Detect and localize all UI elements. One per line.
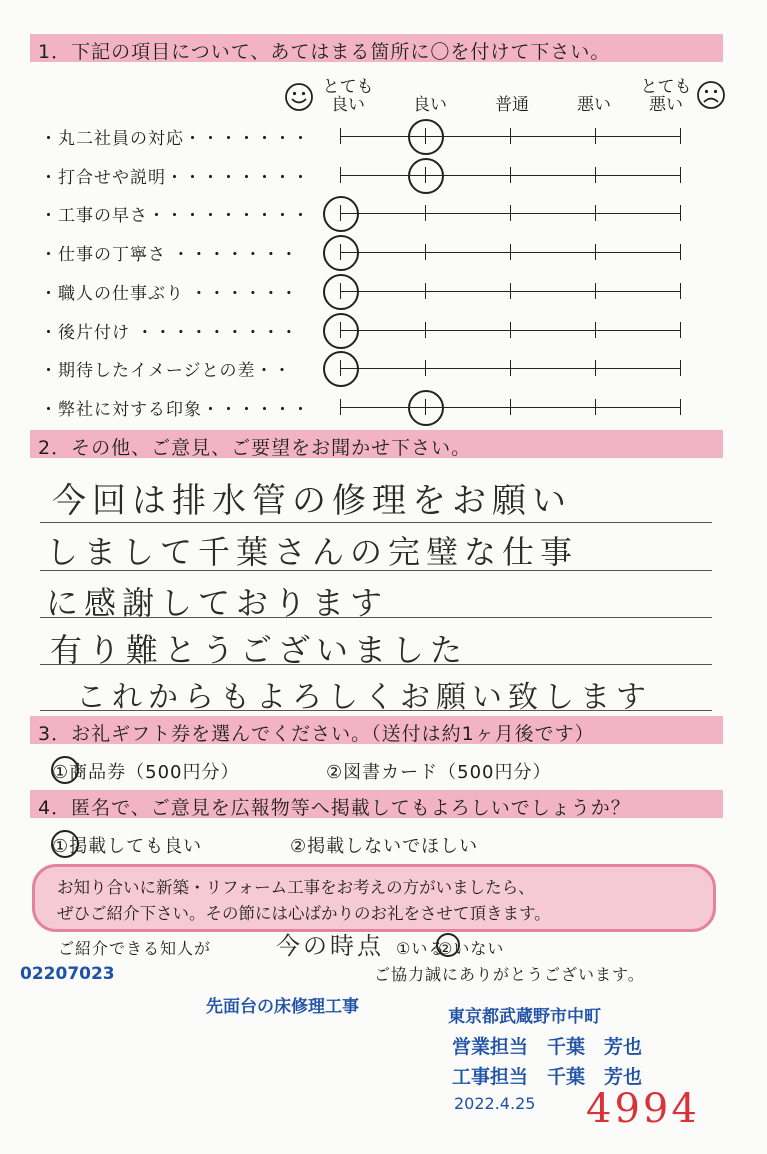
rating-tick[interactable]: [680, 283, 681, 299]
rating-selection-circle: [408, 119, 444, 155]
rating-tick[interactable]: [595, 360, 596, 376]
section3-header: [30, 716, 723, 744]
handwritten-number: 4994: [586, 1086, 700, 1132]
construction-rep: 工事担当 千葉 芳也: [452, 1066, 643, 1088]
rating-item-label: ・打合せや説明・・・・・・・・: [40, 167, 310, 188]
rating-tick[interactable]: [425, 322, 426, 338]
ruled-line: [40, 522, 712, 523]
rating-scale: [340, 213, 680, 214]
rating-scale: [340, 368, 680, 369]
referral-option-2[interactable]: ②いない: [438, 939, 505, 958]
section2-title: 2．その他、ご意見、ご要望をお聞かせ下さい。: [38, 437, 472, 459]
rating-selection-circle: [408, 390, 444, 426]
rating-scale: [340, 136, 680, 137]
rating-tick[interactable]: [510, 399, 511, 415]
rating-tick[interactable]: [510, 205, 511, 221]
address: 東京都武蔵野市中町: [448, 1007, 601, 1027]
rating-selection-circle: [323, 196, 359, 232]
rating-item-label: ・丸二社員の対応・・・・・・・: [40, 129, 310, 149]
rating-label-average: 普通: [495, 95, 529, 115]
handwritten-referral-answer: 今の時点: [276, 932, 384, 960]
rating-label-very-good: とても 良い: [322, 77, 374, 115]
referral-text-line2: ぜひご紹介下さい。その節には心ばかりのお礼をさせて頂きます。: [57, 904, 551, 923]
rating-tick[interactable]: [510, 322, 511, 338]
publish-option-2[interactable]: ②掲載しないでほしい: [290, 836, 479, 857]
date: 2022.4.25: [454, 1094, 536, 1113]
rating-tick[interactable]: [510, 360, 511, 376]
rating-tick[interactable]: [680, 399, 681, 415]
section4-header: [30, 790, 723, 818]
rating-scale: [340, 291, 680, 292]
section1-header: [30, 34, 723, 62]
rating-tick[interactable]: [425, 360, 426, 376]
publish-option-1[interactable]: ①掲載しても良い: [52, 836, 203, 857]
rating-selection-circle: [323, 235, 359, 271]
rating-item-label: ・工事の早さ・・・・・・・・・: [40, 206, 310, 227]
rating-tick[interactable]: [595, 244, 596, 260]
rating-tick[interactable]: [340, 399, 341, 415]
rating-tick[interactable]: [680, 360, 681, 376]
rating-tick[interactable]: [510, 167, 511, 183]
rating-label-bad: 悪い: [577, 95, 611, 115]
job-title: 先面台の床修理工事: [206, 997, 359, 1017]
rating-tick[interactable]: [595, 128, 596, 144]
rating-selection-circle: [323, 313, 359, 349]
thanks-message: ご協力誠にありがとうございます。: [374, 965, 645, 984]
referral-question: ご紹介できる知人が: [58, 939, 212, 958]
rating-tick[interactable]: [680, 322, 681, 338]
rating-selection-circle: [408, 158, 444, 194]
rating-tick[interactable]: [680, 244, 681, 260]
gift-option-1[interactable]: ①商品券（500円分）: [52, 762, 240, 783]
rating-tick[interactable]: [340, 167, 341, 183]
referral-note: [32, 864, 716, 932]
customer-code: 02207023: [20, 964, 115, 984]
rating-tick[interactable]: [510, 283, 511, 299]
rating-scale: [340, 407, 680, 408]
section2-header: [30, 430, 723, 458]
sales-rep: 営業担当 千葉 芳也: [452, 1036, 643, 1058]
handwritten-comment-line: これからもよろしくお願い致します: [76, 680, 652, 715]
rating-tick[interactable]: [425, 244, 426, 260]
rating-scale: [340, 175, 680, 176]
rating-scale: [340, 330, 680, 331]
handwritten-comment-line: 今回は排水管の修理をお願い: [52, 481, 572, 521]
section1-title: 1．下記の項目について、あてはまる箇所に〇を付けて下さい。: [38, 41, 611, 63]
rating-item-label: ・後片付け ・・・・・・・・・: [40, 322, 299, 343]
rating-tick[interactable]: [680, 167, 681, 183]
frowning-face-icon: [696, 80, 726, 110]
rating-tick[interactable]: [595, 205, 596, 221]
rating-label-very-bad: とても 悪い: [640, 77, 692, 115]
rating-item-label: ・職人の仕事ぶり ・・・・・・: [40, 283, 299, 304]
smiley-face-icon: [284, 82, 314, 112]
section3-title: 3．お礼ギフト券を選んでください。（送付は約1ヶ月後です）: [38, 723, 595, 745]
rating-selection-circle: [323, 274, 359, 310]
rating-tick[interactable]: [510, 128, 511, 144]
rating-tick[interactable]: [340, 128, 341, 144]
referral-text-line1: お知り合いに新築・リフォーム工事をお考えの方がいましたら、: [57, 878, 535, 897]
rating-label-good: 良い: [413, 95, 447, 115]
rating-selection-circle: [323, 351, 359, 387]
handwritten-comment-line: しまして千葉さんの完璧な仕事: [46, 533, 579, 571]
rating-tick[interactable]: [595, 399, 596, 415]
handwritten-comment-line: に感謝しております: [46, 584, 389, 622]
referral-option-1[interactable]: ①いる: [396, 939, 446, 958]
rating-tick[interactable]: [425, 283, 426, 299]
rating-item-label: ・期待したイメージとの差・・: [40, 361, 292, 382]
rating-item-label: ・仕事の丁寧さ ・・・・・・・: [40, 245, 299, 266]
rating-tick[interactable]: [595, 322, 596, 338]
rating-tick[interactable]: [680, 205, 681, 221]
gift-option-2[interactable]: ②図書カード（500円分）: [326, 762, 552, 783]
rating-scale: [340, 252, 680, 253]
section4-title: 4．匿名で、ご意見を広報物等へ掲載してもよろしいでしょうか？: [38, 797, 631, 819]
rating-tick[interactable]: [595, 167, 596, 183]
rating-item-label: ・弊社に対する印象・・・・・・: [40, 399, 310, 420]
rating-tick[interactable]: [510, 244, 511, 260]
handwritten-comment-line: 有り難とうございました: [50, 631, 469, 669]
rating-tick[interactable]: [425, 205, 426, 221]
rating-tick[interactable]: [595, 283, 596, 299]
rating-tick[interactable]: [680, 128, 681, 144]
